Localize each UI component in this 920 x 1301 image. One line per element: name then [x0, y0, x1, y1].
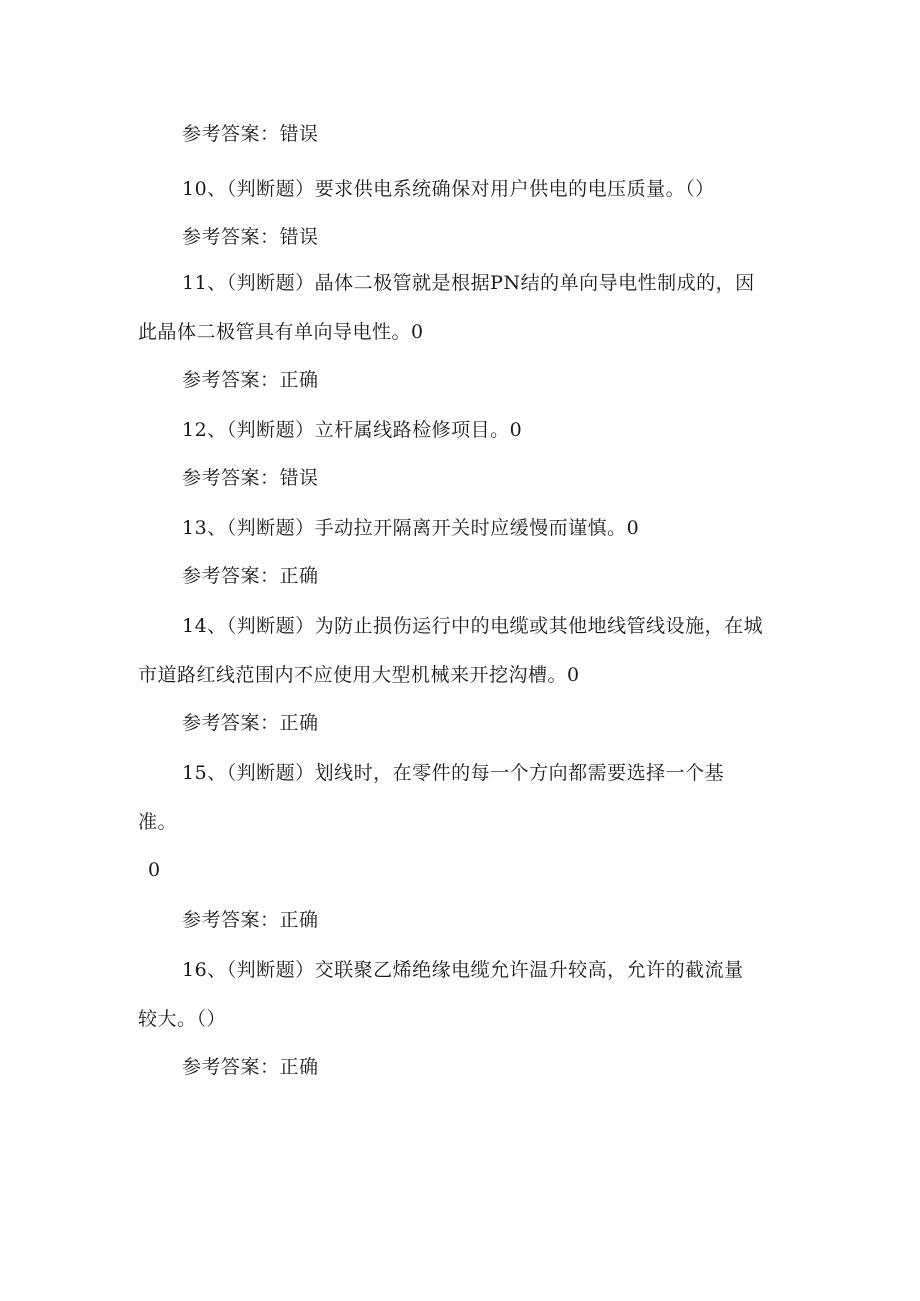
answer-line: 参考答案：错误: [182, 467, 319, 489]
question-continuation: 较大。（）: [138, 1008, 227, 1030]
question-line: 14、（判断题）为防止损伤运行中的电缆或其他地线管线设施，在城: [182, 615, 764, 637]
answer-line: 参考答案：正确: [182, 565, 319, 587]
question-line: 13、（判断题）手动拉开隔离开关时应缓慢而谨慎。0: [182, 517, 640, 539]
question-line: 16、（判断题）交联聚乙烯绝缘电缆允许温升较高，允许的截流量: [182, 959, 744, 981]
question-continuation: 此晶体二极管具有单向导电性。0: [138, 321, 424, 343]
answer-line: 参考答案：正确: [182, 712, 319, 734]
answer-line: 参考答案：正确: [182, 1056, 319, 1078]
answer-line: 参考答案：正确: [182, 369, 319, 391]
question-continuation: 市道路红线范围内不应使用大型机械来开挖沟槽。0: [138, 664, 580, 686]
question-line: 12、（判断题）立杆属线路检修项目。0: [182, 419, 523, 441]
answer-line: 参考答案：错误: [182, 226, 319, 248]
stray-zero: 0: [148, 859, 161, 881]
question-continuation: 准。: [138, 811, 178, 833]
question-line: 10、（判断题）要求供电系统确保对用户供电的电压质量。（）: [182, 178, 715, 200]
question-line: 15、（判断题）划线时，在零件的每一个方向都需要选择一个基: [182, 762, 725, 784]
answer-line: 参考答案：错误: [182, 123, 319, 145]
question-line: 11、（判断题）晶体二极管就是根据PN结的单向导电性制成的，因: [182, 272, 755, 294]
answer-line: 参考答案：正确: [182, 909, 319, 931]
